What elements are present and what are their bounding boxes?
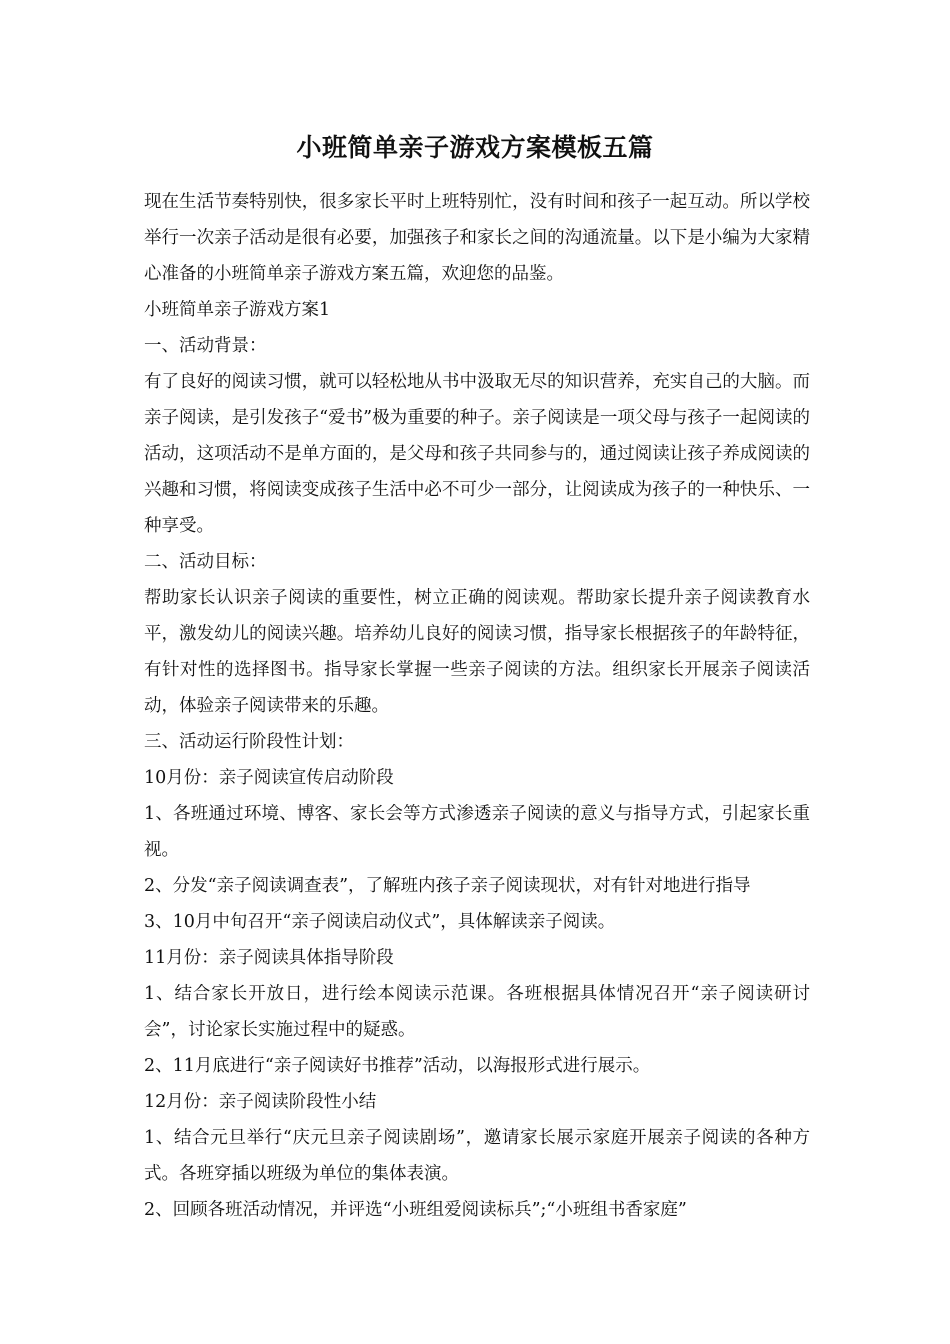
background-paragraph: 有了良好的阅读习惯，就可以轻松地从书中汲取无尽的知识营养，充实自己的大脑。而亲子阅读，是引发孩子“爱书”极为重要的种子。亲子阅读是一项父母与孩子一起阅读的活动，这项活动不是单方面的，是父母和孩子共同参与的，通过阅读让孩子养成阅读的兴趣和习惯，将阅读变成孩子生活中必不可少一部分，让阅读成为孩子的一种快乐、一种享受。 (144, 372, 810, 536)
list-item: 2、回顾各班活动情况，并评选“小班组爱阅读标兵”;“小班组书香家庭” (144, 1200, 687, 1220)
section-heading-plan-1: 小班简单亲子游戏方案1 (144, 300, 331, 320)
intro-paragraph: 现在生活节奏特别快，很多家长平时上班特别忙，没有时间和孩子一起互动。所以学校举行一次亲子活动是很有必要，加强孩子和家长之间的沟通流量。以下是小编为大家精心准备的小班简单亲子游戏方案五篇，欢迎您的品鉴。 (144, 192, 810, 284)
list-item: 2、分发“亲子阅读调查表”，了解班内孩子亲子阅读现状，对有针对地进行指导 (144, 876, 751, 896)
list-item: 2、11月底进行“亲子阅读好书推荐”活动，以海报形式进行展示。 (144, 1056, 651, 1076)
document-body (144, 184, 810, 1228)
goals-paragraph: 帮助家长认识亲子阅读的重要性，树立正确的阅读观。帮助家长提升亲子阅读教育水平，激发幼儿的阅读兴趣。培养幼儿良好的阅读习惯，指导家长根据孩子的年龄特征，有针对性的选择图书。指导家长掌握一些亲子阅读的方法。组织家长开展亲子阅读活动，体验亲子阅读带来的乐趣。 (144, 588, 810, 716)
schedule-december-heading: 12月份：亲子阅读阶段性小结 (144, 1092, 377, 1112)
section-heading-goals: 二、活动目标： (144, 552, 267, 572)
list-item: 1、结合元旦举行“庆元旦亲子阅读剧场”，邀请家长展示家庭开展亲子阅读的各种方式。各班穿插以班级为单位的集体表演。 (144, 1128, 810, 1184)
document-title: 小班简单亲子游戏方案模板五篇 (296, 133, 654, 162)
section-heading-background: 一、活动背景： (144, 336, 267, 356)
list-item: 1、各班通过环境、博客、家长会等方式渗透亲子阅读的意义与指导方式，引起家长重视。 (144, 804, 810, 860)
list-item: 1、结合家长开放日，进行绘本阅读示范课。各班根据具体情况召开“亲子阅读研讨会”，讨论家长实施过程中的疑惑。 (144, 984, 810, 1040)
list-item: 3、10月中旬召开“亲子阅读启动仪式”，具体解读亲子阅读。 (144, 912, 616, 932)
schedule-october-heading: 10月份：亲子阅读宣传启动阶段 (144, 768, 394, 788)
schedule-november-heading: 11月份：亲子阅读具体指导阶段 (144, 948, 394, 968)
section-heading-schedule: 三、活动运行阶段性计划： (144, 732, 354, 752)
